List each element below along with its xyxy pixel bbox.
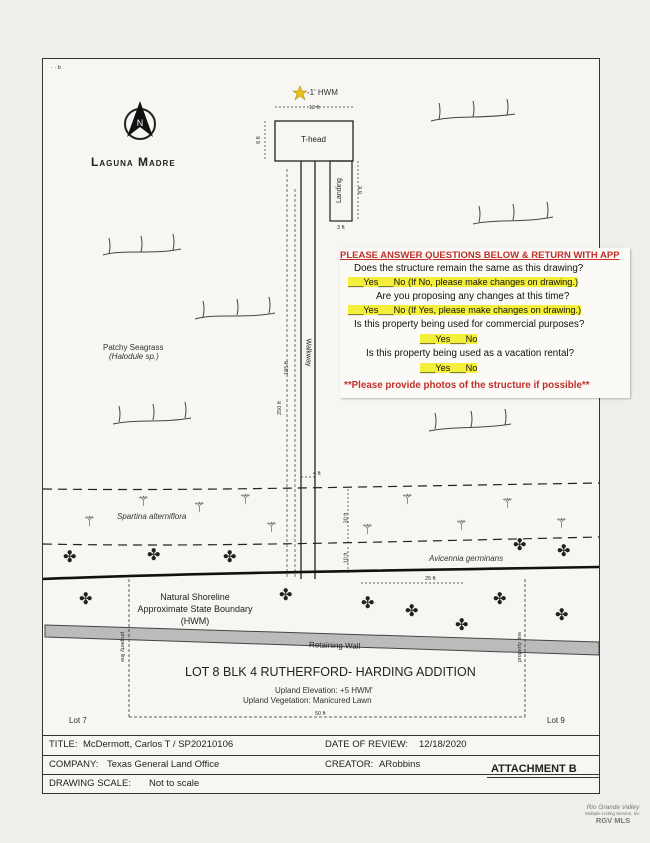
photos-warning: **Please provide photos of the structure if possible** [344,380,590,391]
lot-right-label: Lot 9 [547,716,565,725]
answer-3[interactable]: ___Yes___No [420,334,478,344]
company-value: Texas General Land Office [107,759,220,770]
property-line-left: property line [119,631,126,663]
attachment-box [487,761,599,778]
mangrove-icon: ✤ [79,591,93,608]
shoreline-line-1: Natural Shoreline [160,592,230,602]
shoreline-line-3: (HWM) [180,616,210,626]
answer-4[interactable]: ___Yes___No [420,363,478,373]
retaining-wall-label: Retaining Wall [308,640,361,651]
hwm-label: -1' HWM [307,88,338,97]
attachment-label: ATTACHMENT B [491,763,577,775]
creator-value: ARobbins [379,759,421,770]
mangrove-icon: ✤ [361,595,375,612]
title-value: McDermott, Carlos T / SP20210106 [83,739,234,750]
creator-label: CREATOR: [325,759,374,770]
seagrass-species: (Halodule sp.) [109,352,159,361]
thead-depth-dim: 6 ft [255,136,262,144]
mangrove-icon: ✤ [555,607,569,624]
mangrove-icon: ✤ [223,549,237,566]
spartina-icon: ⚚ [265,519,278,535]
band-small-dim: 10 ft [343,552,350,564]
seagrass-label: Patchy Seagrass [103,343,164,352]
mangrove-icon: ✤ [493,591,507,608]
review-value: 12/18/2020 [419,739,467,750]
company-label: COMPANY: [49,759,99,770]
question-2: Are you proposing any changes at this time? [376,291,570,302]
title-label: TITLE: [49,739,78,750]
spartina-icon: ⚚ [137,493,150,509]
property-line-right: property line [517,631,524,663]
watermark-line-2: Multiple Listing Service, Inc. [585,811,641,816]
scale-label: DRAWING SCALE: [49,778,131,789]
corner-mark: · · b [51,65,61,71]
mangrove-icon: ✤ [405,603,419,620]
site-title: Laguna Madre [91,155,176,169]
scale-value: Not to scale [149,778,200,789]
walkway-length-b-dim: 250 ft [276,401,283,415]
landing-depth-dim: 8 ft [357,186,364,194]
plant-symbols [43,59,599,793]
upland-elevation: Upland Elevation: +5 HWM' [275,686,373,695]
answer-2[interactable]: ___Yes___No (If Yes, please make changes on drawing.) [348,305,582,315]
mangrove-icon: ✤ [455,617,469,634]
watermark-line-1: Rio Grande Valley [586,804,640,811]
walkway-label: Walkway [304,338,312,367]
question-4: Is this property being used as a vacation rental? [366,348,575,359]
spartina-label: Spartina alterniflora [117,512,187,521]
walkway-width-dim: 4 ft [313,471,321,477]
spartina-icon: ⚚ [193,499,206,515]
drawing-sheet [42,58,600,794]
watermark-line-3: RGV MLS [595,816,631,825]
mangrove-icon: ✤ [279,587,293,604]
footer-row-title [43,735,599,755]
band-width-dim: 30 ft [343,512,350,524]
mangrove-icon: ✤ [63,549,77,566]
walkway-length-a-dim: 185 ft [283,361,290,375]
landing-label: Landing [335,178,343,203]
spartina-icon: ⚚ [361,521,374,537]
watermark [578,804,648,825]
spartina-icon: ⚚ [555,515,568,531]
spartina-icon: ⚚ [455,517,468,533]
question-3: Is this property being used for commercial purposes? [354,319,585,330]
lot-left-label: Lot 7 [69,716,87,725]
thead-label: T-head [301,135,326,144]
question-1: Does the structure remain the same as this drawing? [354,263,584,274]
upland-vegetation: Upland Vegetation: Manicured Lawn [243,696,372,705]
setback-dim: 25 ft [425,576,436,582]
shoreline-label [125,591,265,627]
lot-width-dim: 50 ft [315,711,326,717]
thead-width-dim: 12 ft [309,105,320,111]
spartina-icon: ⚚ [401,491,414,507]
svg-text:N: N [136,118,144,128]
spartina-icon: ⚚ [239,491,252,507]
mangrove-icon: ✤ [557,543,571,560]
questions-header: PLEASE ANSWER QUESTIONS BELOW & RETURN WITH APP [340,250,620,261]
questions-callout [340,248,630,398]
landing-width-dim: 3 ft [337,225,345,231]
avicennia-label: Avicennia germinans [429,554,504,563]
answer-1[interactable]: ___Yes___No (If No, please make changes on drawing.) [348,277,579,287]
spartina-icon: ⚚ [83,513,96,529]
review-label: DATE OF REVIEW: [325,739,409,750]
lot-title: LOT 8 BLK 4 RUTHERFORD- HARDING ADDITION [185,665,476,679]
mangrove-icon: ✤ [513,537,527,554]
mangrove-icon: ✤ [147,547,161,564]
spartina-icon: ⚚ [501,495,514,511]
shoreline-line-2: Approximate State Boundary [137,604,253,614]
